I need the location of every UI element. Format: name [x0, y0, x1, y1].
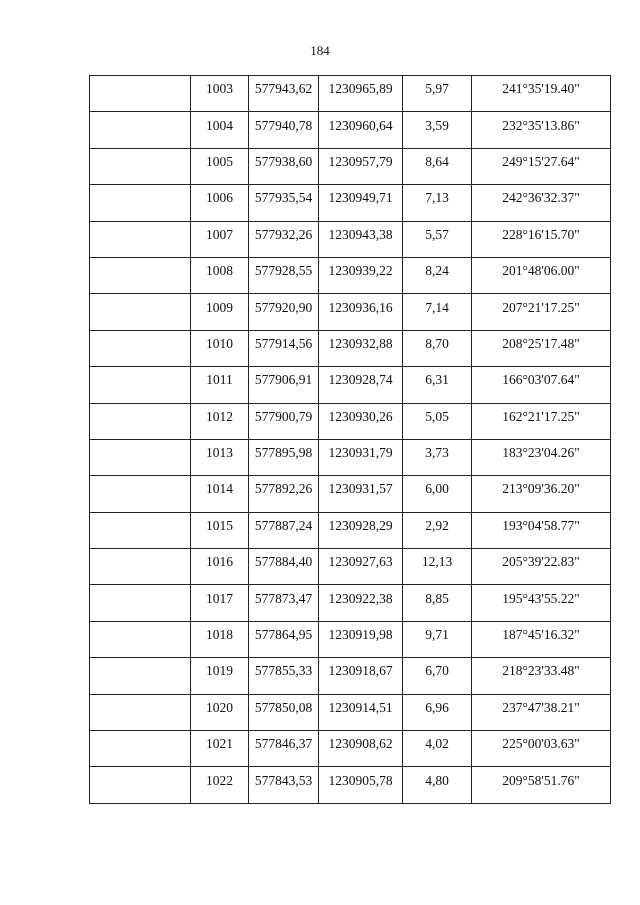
point-number-cell: 1015 — [191, 512, 249, 548]
x-coordinate-cell: 577855,33 — [249, 658, 319, 694]
distance-cell: 8,24 — [403, 257, 472, 293]
direction-angle-cell: 232°35'13.86" — [472, 112, 611, 148]
point-number-cell: 1016 — [191, 549, 249, 585]
y-coordinate-cell: 1230965,89 — [319, 76, 403, 112]
y-coordinate-cell: 1230931,57 — [319, 476, 403, 512]
y-coordinate-cell: 1230943,38 — [319, 221, 403, 257]
y-coordinate-cell: 1230914,51 — [319, 694, 403, 730]
direction-angle-cell: 218°23'33.48" — [472, 658, 611, 694]
point-number-cell: 1013 — [191, 439, 249, 475]
empty-cell — [90, 257, 191, 293]
distance-cell: 5,05 — [403, 403, 472, 439]
empty-cell — [90, 330, 191, 366]
x-coordinate-cell: 577864,95 — [249, 621, 319, 657]
x-coordinate-cell: 577843,53 — [249, 767, 319, 803]
y-coordinate-cell: 1230931,79 — [319, 439, 403, 475]
direction-angle-cell: 205°39'22.83" — [472, 549, 611, 585]
direction-angle-cell: 241°35'19.40" — [472, 76, 611, 112]
x-coordinate-cell: 577892,26 — [249, 476, 319, 512]
distance-cell: 6,70 — [403, 658, 472, 694]
direction-angle-cell: 207°21'17.25" — [472, 294, 611, 330]
empty-cell — [90, 658, 191, 694]
empty-cell — [90, 294, 191, 330]
distance-cell: 5,97 — [403, 76, 472, 112]
empty-cell — [90, 476, 191, 512]
direction-angle-cell: 201°48'06.00" — [472, 257, 611, 293]
direction-angle-cell: 162°21'17.25" — [472, 403, 611, 439]
table-row — [90, 294, 611, 330]
y-coordinate-cell: 1230936,16 — [319, 294, 403, 330]
y-coordinate-cell: 1230928,29 — [319, 512, 403, 548]
table-row — [90, 512, 611, 548]
direction-angle-cell: 213°09'36.20" — [472, 476, 611, 512]
table-row — [90, 585, 611, 621]
direction-angle-cell: 209°58'51.76" — [472, 767, 611, 803]
direction-angle-cell: 195°43'55.22" — [472, 585, 611, 621]
x-coordinate-cell: 577900,79 — [249, 403, 319, 439]
empty-cell — [90, 731, 191, 767]
table-row — [90, 221, 611, 257]
point-number-cell: 1019 — [191, 658, 249, 694]
table-row — [90, 76, 611, 112]
distance-cell: 8,85 — [403, 585, 472, 621]
table-row — [90, 621, 611, 657]
table-row — [90, 439, 611, 475]
x-coordinate-cell: 577920,90 — [249, 294, 319, 330]
x-coordinate-cell: 577873,47 — [249, 585, 319, 621]
empty-cell — [90, 621, 191, 657]
x-coordinate-cell: 577846,37 — [249, 731, 319, 767]
direction-angle-cell: 166°03'07.64" — [472, 367, 611, 403]
empty-cell — [90, 148, 191, 184]
distance-cell: 2,92 — [403, 512, 472, 548]
coordinates-table-body — [90, 76, 611, 804]
table-row — [90, 403, 611, 439]
point-number-cell: 1014 — [191, 476, 249, 512]
empty-cell — [90, 112, 191, 148]
empty-cell — [90, 439, 191, 475]
direction-angle-cell: 249°15'27.64" — [472, 148, 611, 184]
x-coordinate-cell: 577928,55 — [249, 257, 319, 293]
table-row — [90, 148, 611, 184]
y-coordinate-cell: 1230919,98 — [319, 621, 403, 657]
table-row — [90, 767, 611, 803]
y-coordinate-cell: 1230918,67 — [319, 658, 403, 694]
point-number-cell: 1012 — [191, 403, 249, 439]
y-coordinate-cell: 1230908,62 — [319, 731, 403, 767]
y-coordinate-cell: 1230960,64 — [319, 112, 403, 148]
empty-cell — [90, 76, 191, 112]
x-coordinate-cell: 577850,08 — [249, 694, 319, 730]
distance-cell: 7,13 — [403, 185, 472, 221]
y-coordinate-cell: 1230939,22 — [319, 257, 403, 293]
y-coordinate-cell: 1230930,26 — [319, 403, 403, 439]
point-number-cell: 1003 — [191, 76, 249, 112]
point-number-cell: 1007 — [191, 221, 249, 257]
table-row — [90, 694, 611, 730]
direction-angle-cell: 208°25'17.48" — [472, 330, 611, 366]
direction-angle-cell: 237°47'38.21" — [472, 694, 611, 730]
distance-cell: 12,13 — [403, 549, 472, 585]
table-row — [90, 658, 611, 694]
table-row — [90, 476, 611, 512]
point-number-cell: 1008 — [191, 257, 249, 293]
distance-cell: 7,14 — [403, 294, 472, 330]
empty-cell — [90, 221, 191, 257]
point-number-cell: 1005 — [191, 148, 249, 184]
table-row — [90, 731, 611, 767]
x-coordinate-cell: 577887,24 — [249, 512, 319, 548]
distance-cell: 4,80 — [403, 767, 472, 803]
y-coordinate-cell: 1230927,63 — [319, 549, 403, 585]
empty-cell — [90, 549, 191, 585]
table-row — [90, 330, 611, 366]
direction-angle-cell: 187°45'16.32" — [472, 621, 611, 657]
distance-cell: 6,31 — [403, 367, 472, 403]
distance-cell: 5,57 — [403, 221, 472, 257]
page-number: 184 — [310, 43, 330, 58]
direction-angle-cell: 183°23'04.26" — [472, 439, 611, 475]
empty-cell — [90, 185, 191, 221]
distance-cell: 3,59 — [403, 112, 472, 148]
point-number-cell: 1011 — [191, 367, 249, 403]
empty-cell — [90, 512, 191, 548]
empty-cell — [90, 403, 191, 439]
distance-cell: 4,02 — [403, 731, 472, 767]
x-coordinate-cell: 577932,26 — [249, 221, 319, 257]
y-coordinate-cell: 1230905,78 — [319, 767, 403, 803]
point-number-cell: 1022 — [191, 767, 249, 803]
x-coordinate-cell: 577884,40 — [249, 549, 319, 585]
point-number-cell: 1021 — [191, 731, 249, 767]
table-row — [90, 549, 611, 585]
table-row — [90, 185, 611, 221]
direction-angle-cell: 228°16'15.70" — [472, 221, 611, 257]
distance-cell: 6,00 — [403, 476, 472, 512]
y-coordinate-cell: 1230957,79 — [319, 148, 403, 184]
point-number-cell: 1006 — [191, 185, 249, 221]
x-coordinate-cell: 577906,91 — [249, 367, 319, 403]
direction-angle-cell: 193°04'58.77" — [472, 512, 611, 548]
point-number-cell: 1017 — [191, 585, 249, 621]
y-coordinate-cell: 1230932,88 — [319, 330, 403, 366]
point-number-cell: 1010 — [191, 330, 249, 366]
distance-cell: 8,70 — [403, 330, 472, 366]
table-row — [90, 257, 611, 293]
empty-cell — [90, 694, 191, 730]
direction-angle-cell: 242°36'32.37" — [472, 185, 611, 221]
point-number-cell: 1018 — [191, 621, 249, 657]
x-coordinate-cell: 577943,62 — [249, 76, 319, 112]
point-number-cell: 1004 — [191, 112, 249, 148]
coordinates-table — [89, 75, 611, 804]
x-coordinate-cell: 577895,98 — [249, 439, 319, 475]
y-coordinate-cell: 1230922,38 — [319, 585, 403, 621]
point-number-cell: 1009 — [191, 294, 249, 330]
y-coordinate-cell: 1230949,71 — [319, 185, 403, 221]
empty-cell — [90, 585, 191, 621]
distance-cell: 3,73 — [403, 439, 472, 475]
table-row — [90, 367, 611, 403]
distance-cell: 6,96 — [403, 694, 472, 730]
x-coordinate-cell: 577914,56 — [249, 330, 319, 366]
empty-cell — [90, 367, 191, 403]
x-coordinate-cell: 577935,54 — [249, 185, 319, 221]
x-coordinate-cell: 577938,60 — [249, 148, 319, 184]
y-coordinate-cell: 1230928,74 — [319, 367, 403, 403]
distance-cell: 8,64 — [403, 148, 472, 184]
point-number-cell: 1020 — [191, 694, 249, 730]
table-row — [90, 112, 611, 148]
x-coordinate-cell: 577940,78 — [249, 112, 319, 148]
distance-cell: 9,71 — [403, 621, 472, 657]
empty-cell — [90, 767, 191, 803]
direction-angle-cell: 225°00'03.63" — [472, 731, 611, 767]
